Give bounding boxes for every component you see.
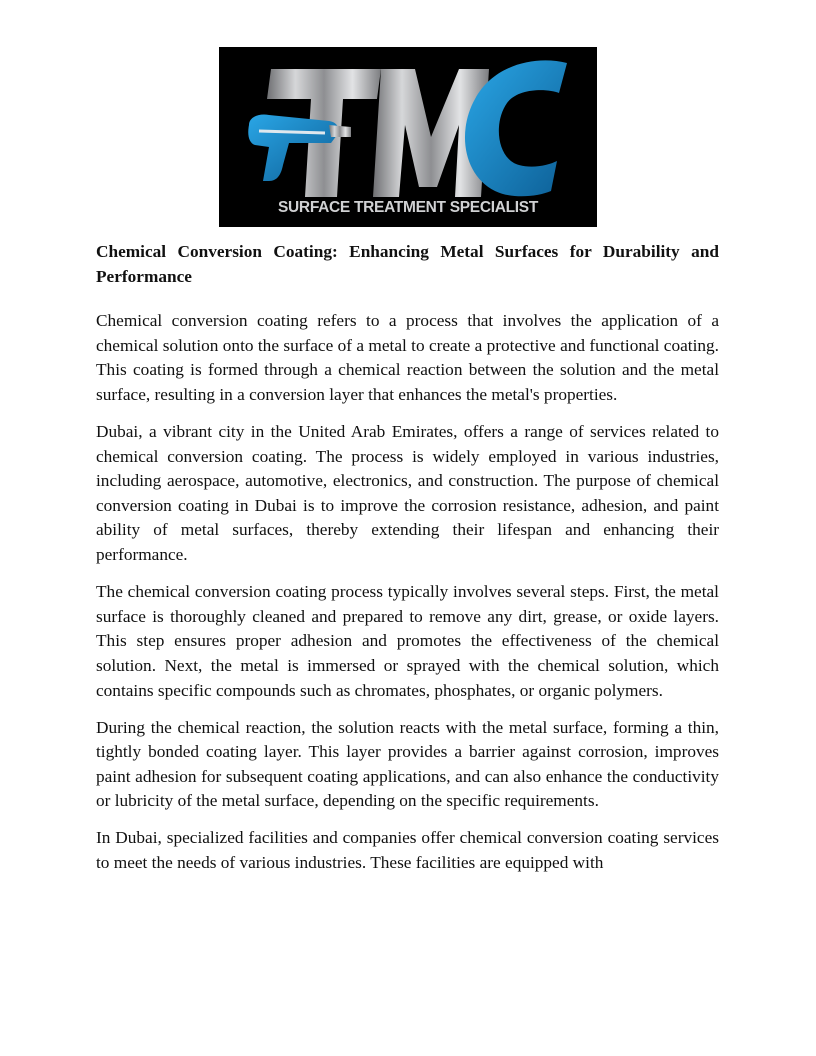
article bbox=[96, 240, 719, 888]
article-title: Chemical Conversion Coating: Enhancing Metal Surfaces for Durability and Performance bbox=[96, 242, 719, 286]
article-paragraph-4: During the chemical reaction, the solution reacts with the metal surface, forming a thin, tightly bonded coating layer. This layer provides a barrier against corrosion, improves paint adhesion for subsequent coating applications, and can also enhance the conductivity or lubricity of the metal surface, depending on the specific requirements. bbox=[96, 717, 719, 811]
article-paragraph-3: The chemical conversion coating process typically involves several steps. First, the metal surface is thoroughly cleaned and prepared to remove any dirt, grease, or oxide layers. This step ensures proper adhesion and promotes the effectiveness of the chemical solution. Next, the metal is immersed or sprayed with the chemical solution, which contains specific compounds such as chromates, phosphates, or organic polymers. bbox=[96, 582, 719, 700]
logo-tagline: SURFACE TREATMENT SPECIALIST bbox=[278, 199, 538, 216]
article-paragraph-1: Chemical conversion coating refers to a process that involves the application of a chemical solution onto the surface of a metal to create a protective and functional coating. This coating is formed through a chemical reaction between the solution and the metal surface, resulting in a conversion layer that enhances the metal's properties. bbox=[96, 311, 719, 404]
article-paragraph-5: In Dubai, specialized facilities and companies offer chemical conversion coating services to meet the needs of various industries. These facilities are equipped with bbox=[96, 828, 719, 873]
tmc-logo-graphic bbox=[219, 47, 597, 227]
article-paragraph-2: Dubai, a vibrant city in the United Arab Emirates, offers a range of services related to chemical conversion coating. The process is widely employed in various industries, including aerospace, automotive, electronics, and construction. The purpose of chemical conversion coating in Dubai is to improve the corrosion resistance, adhesion, and paint ability of metal surfaces, thereby extending their lifespan and enhancing their performance. bbox=[96, 422, 719, 565]
tmc-logo bbox=[219, 47, 597, 227]
